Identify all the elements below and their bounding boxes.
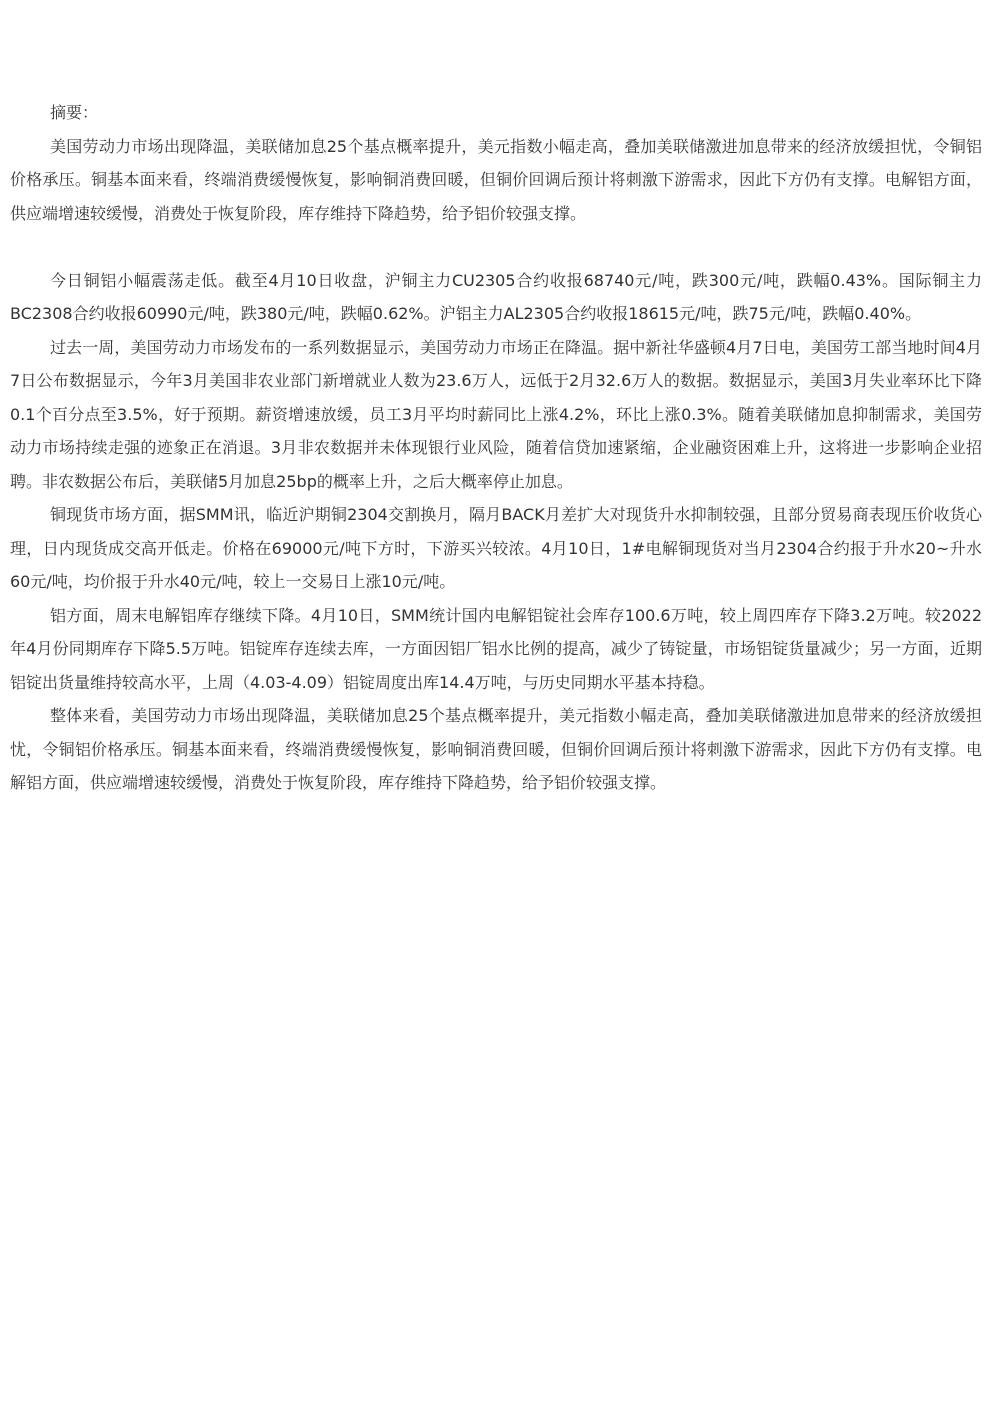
conclusion-paragraph: 整体来看，美国劳动力市场出现降温，美联储加息25个基点概率提升，美元指数小幅走高，叠加美联储激进加息带来的经济放缓担忧，令铜铝价格承压。铜基本面来看，终端消费缓慢恢复，影响铜消费回暖，但铜价回调后预计将刺激下游需求，因此下方仍有支撑。电解铝方面，供应端增速较缓慢，消费处于恢复阶段，库存维持下降趋势，给予铝价较强支撑。	[10, 706, 982, 792]
paragraph-spacer	[10, 230, 982, 264]
us-labor-market-paragraph: 过去一周，美国劳动力市场发布的一系列数据显示，美国劳动力市场正在降温。据中新社华盛顿4月7日电，美国劳工部当地时间4月7日公布数据显示，今年3月美国非农业部门新增就业人数为23.6万人，远低于2月32.6万人的数据。数据显示，美国3月失业率环比下降0.1个百分点至3.5%，好于预期。薪资增速放缓，员工3月平均时薪同比上涨4.2%，环比上涨0.3%。随着美联储加息抑制需求，美国劳动力市场持续走强的迹象正在消退。3月非农数据并未体现银行业风险，随着信贷加速紧缩，企业融资困难上升，这将进一步影响企业招聘。非农数据公布后，美联储5月加息25bp的概率上升，之后大概率停止加息。	[10, 337, 982, 491]
abstract-heading: 摘要：	[50, 103, 99, 122]
copper-spot-paragraph: 铜现货市场方面，据SMM讯，临近沪期铜2304交割换月，隔月BACK月差扩大对现货升水抑制较强，且部分贸易商表现压价收货心理，日内现货成交高开低走。价格在69000元/吨下方时，下游买兴较浓。4月10日，1#电解铜现货对当月2304合约报于升水20~升水60元/吨，均价报于升水40元/吨，较上一交易日上涨10元/吨。	[10, 505, 982, 591]
document-body	[10, 96, 982, 800]
aluminium-paragraph: 铝方面，周末电解铝库存继续下降。4月10日，SMM统计国内电解铝锭社会库存100.6万吨，较上周四库存下降3.2万吨。较2022年4月份同期库存下降5.5万吨。铝锭库存连续去库，一方面因铝厂铝水比例的提高，减少了铸锭量，市场铝锭货量减少；另一方面，近期铝锭出货量维持较高水平，上周（4.03-4.09）铝锭周度出库14.4万吨，与历史同期水平基本持稳。	[10, 605, 982, 692]
market-close-paragraph: 今日铜铝小幅震荡走低。截至4月10日收盘，沪铜主力CU2305合约收报68740元/吨，跌300元/吨，跌幅0.43%。国际铜主力BC2308合约收报60990元/吨，跌380元/吨，跌幅0.62%。沪铝主力AL2305合约收报18615元/吨，跌75元/吨，跌幅0.40%。	[10, 270, 982, 323]
abstract-paragraph: 美国劳动力市场出现降温，美联储加息25个基点概率提升，美元指数小幅走高，叠加美联储激进加息带来的经济放缓担忧，令铜铝价格承压。铜基本面来看，终端消费缓慢恢复，影响铜消费回暖，但铜价回调后预计将刺激下游需求，因此下方仍有支撑。电解铝方面，供应端增速较缓慢，消费处于恢复阶段，库存维持下降趋势，给予铝价较强支撑。	[10, 136, 982, 223]
